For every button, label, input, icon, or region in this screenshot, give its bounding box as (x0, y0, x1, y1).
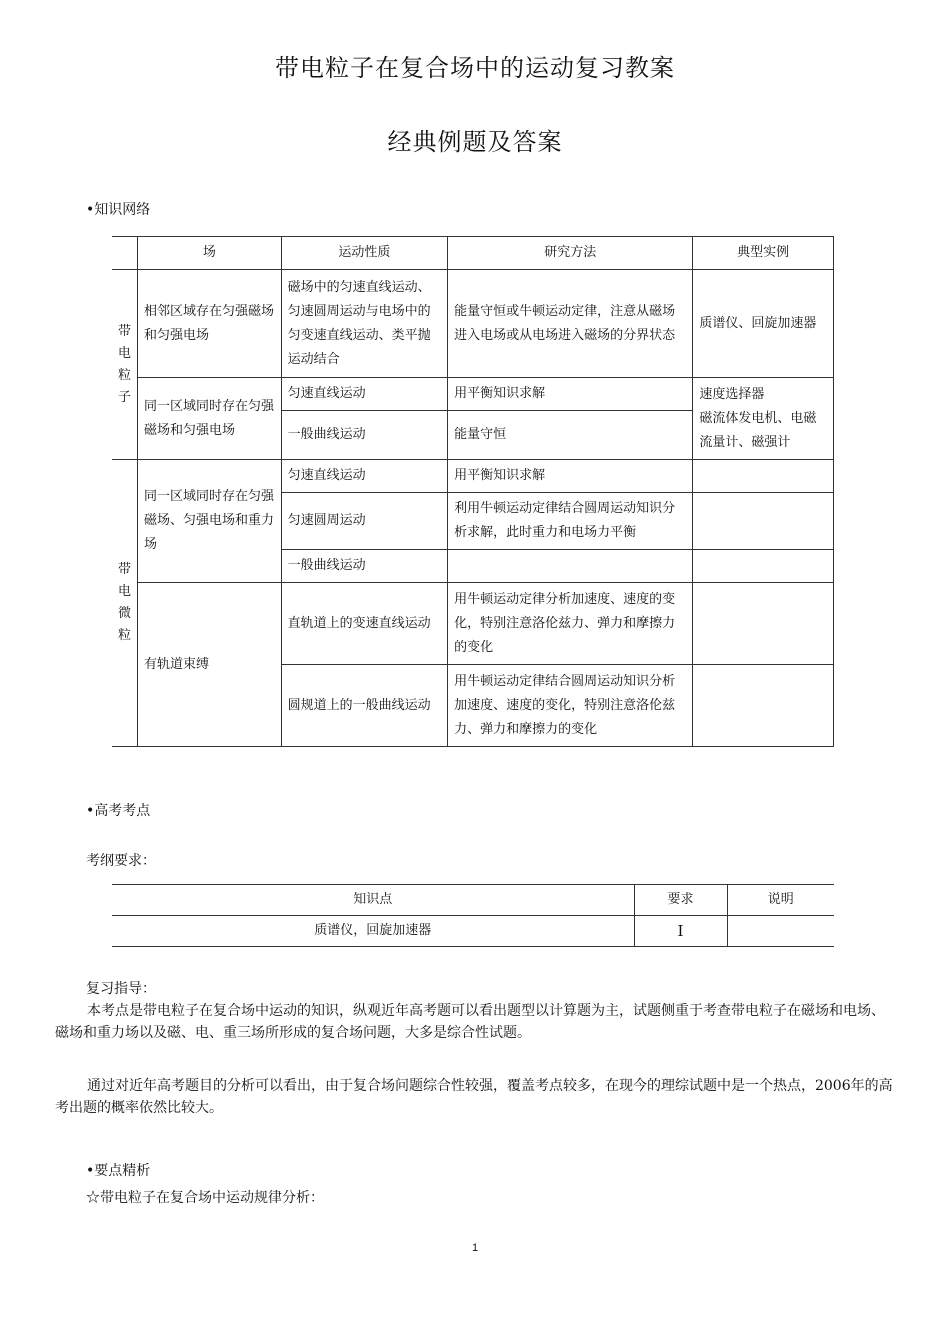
table-row (112, 270, 834, 378)
exam-requirements-label: 考纲要求： (86, 853, 156, 869)
header-method: 研究方法 (448, 237, 693, 270)
cell-method: 利用牛顿运动定律结合圆周运动知识分析求解，此时重力和电场力平衡 (448, 493, 693, 550)
cell-field: 相邻区域存在匀强磁场和匀强电场 (138, 270, 282, 378)
cell-motion: 一般曲线运动 (281, 411, 448, 460)
cell-example (693, 550, 834, 583)
document-subtitle: 经典例题及答案 (387, 128, 563, 156)
subheading: ☆带电粒子在复合场中运动规律分析： (86, 1190, 324, 1206)
cell-example: 质谱仪、回旋加速器 (693, 270, 834, 378)
knowledge-network-table (112, 236, 834, 747)
cell-method: 用牛顿运动定律结合圆周运动知识分析加速度、速度的变化，特别注意洛伦兹力、弹力和摩擦力的变化 (448, 665, 693, 747)
table-header-row (112, 885, 834, 916)
cell-method: 用平衡知识求解 (448, 460, 693, 493)
cell-motion: 匀速直线运动 (281, 378, 448, 411)
table-row (112, 583, 834, 665)
cell-motion: 匀速直线运动 (281, 460, 448, 493)
cell-field: 同一区域同时存在匀强磁场和匀强电场 (138, 378, 282, 460)
header-requirement: 要求 (634, 885, 727, 916)
header-example: 典型实例 (693, 237, 834, 270)
cell-field: 同一区域同时存在匀强磁场、匀强电场和重力场 (138, 460, 282, 583)
cell-example (693, 493, 834, 550)
cell-method: 能量守恒或牛顿运动定律，注意从磁场进入电场或从电场进入磁场的分界状态 (448, 270, 693, 378)
review-guide-label: 复习指导： (86, 981, 156, 997)
paragraph: 本考点是带电粒子在复合场中运动的知识，纵观近年高考题可以看出题型以计算题为主，试题侧重于考查带电粒子在磁场和电场、磁场和重力场以及磁、电、重三场所形成的复合场问题，大多是综合性试题。 (55, 1003, 885, 1041)
paragraph: 通过对近年高考题目的分析可以看出，由于复合场问题综合性较强，覆盖考点较多，在现今的理综试题中是一个热点，2006年的高考出题的概率依然比较大。 (55, 1078, 893, 1116)
table-row (112, 916, 834, 947)
group-label-particle: 带 电 粒 子 (112, 270, 138, 460)
cell-method: 用平衡知识求解 (448, 378, 693, 411)
page-number: 1 (471, 1242, 479, 1254)
header-knowledge-point: 知识点 (112, 885, 634, 916)
example-velocity-selector: 速度选择器 (699, 386, 765, 402)
example-mhd: 磁流体发电机、电磁流量计、磁强计 (699, 410, 817, 450)
section-key-points: •要点精析 (86, 1163, 151, 1179)
group-label-microparticle: 带 电 微 粒 (112, 460, 138, 747)
cell-motion: 圆规道上的一般曲线运动 (281, 665, 448, 747)
document-title: 带电粒子在复合场中的运动复习教案 (275, 54, 675, 82)
header-note: 说明 (727, 885, 834, 916)
exam-requirements-table (112, 884, 834, 947)
cell-example (693, 665, 834, 747)
section-exam-points: •高考考点 (86, 803, 151, 819)
cell-example (693, 583, 834, 665)
header-motion: 运动性质 (281, 237, 448, 270)
cell-motion: 磁场中的匀速直线运动、匀速圆周运动与电场中的匀变速直线运动、类平抛运动结合 (281, 270, 448, 378)
table-row (112, 378, 834, 411)
cell-note (727, 916, 834, 947)
cell-example (693, 378, 834, 460)
table-row (112, 460, 834, 493)
cell-example (693, 460, 834, 493)
cell-method (448, 550, 693, 583)
header-field: 场 (138, 237, 282, 270)
cell-method: 用牛顿运动定律分析加速度、速度的变化，特别注意洛伦兹力、弹力和摩擦力的变化 (448, 583, 693, 665)
cell-motion: 直轨道上的变速直线运动 (281, 583, 448, 665)
section-knowledge-network: •知识网络 (86, 202, 151, 218)
table-header-row (112, 237, 834, 270)
cell-requirement: I (634, 916, 727, 947)
cell-motion: 匀速圆周运动 (281, 493, 448, 550)
cell-method: 能量守恒 (448, 411, 693, 460)
cell-motion: 一般曲线运动 (281, 550, 448, 583)
cell-field: 有轨道束缚 (138, 583, 282, 747)
cell-knowledge-point: 质谱仪，回旋加速器 (112, 916, 634, 947)
